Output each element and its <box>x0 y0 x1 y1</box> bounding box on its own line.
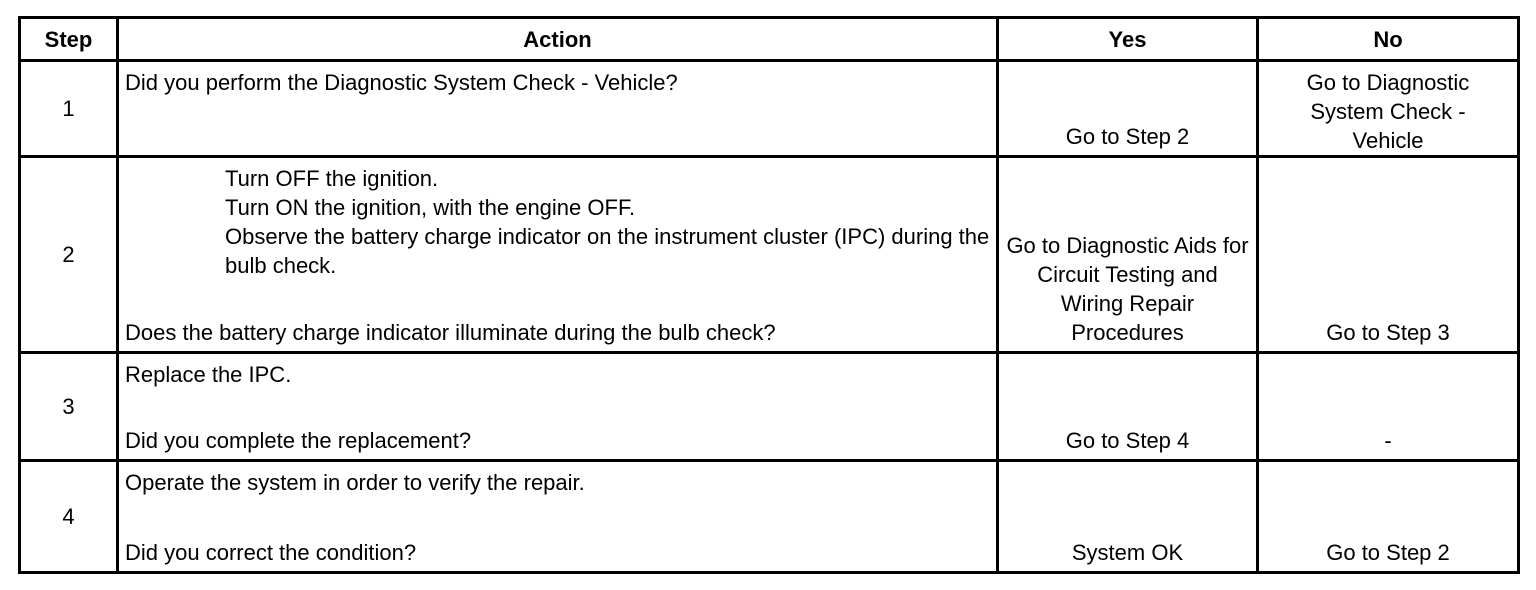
action-question-3: Did you complete the replacement? <box>125 428 472 453</box>
yes-result-4: System OK <box>1071 540 1184 565</box>
diagnostic-table <box>18 16 1520 574</box>
action-question-1: Did you perform the Diagnostic System Check - Vehicle? <box>125 70 678 95</box>
instruction-list-2 <box>125 164 990 280</box>
header-no: No <box>1259 19 1517 62</box>
no-cell-3 <box>1259 354 1517 462</box>
action-question-4: Did you correct the condition? <box>125 540 417 565</box>
instruction-item: Observe the battery charge indicator on the instrument cluster (IPC) during the bulb check. <box>225 224 990 278</box>
action-instruction-4: Operate the system in order to verify the repair. <box>125 470 585 495</box>
action-cell-3 <box>119 354 999 462</box>
yes-cell-2 <box>999 158 1259 354</box>
no-result-1: Go to Diagnostic System Check - Vehicle <box>1306 70 1470 153</box>
step-number-2: 2 <box>21 158 119 354</box>
yes-cell-4 <box>999 462 1259 571</box>
no-result-4: Go to Step 2 <box>1326 540 1450 565</box>
yes-result-3: Go to Step 4 <box>1065 428 1190 453</box>
action-cell-4 <box>119 462 999 571</box>
step-number-4: 4 <box>21 462 119 571</box>
action-cell-2 <box>119 158 999 354</box>
yes-result-1: Go to Step 2 <box>1065 124 1190 149</box>
yes-cell-3 <box>999 354 1259 462</box>
no-cell-2 <box>1259 158 1517 354</box>
action-question-2: Does the battery charge indicator illuminate during the bulb check? <box>125 320 776 345</box>
action-instruction-3: Replace the IPC. <box>125 362 292 387</box>
step-number-3: 3 <box>21 354 119 462</box>
no-result-3: - <box>1384 428 1392 453</box>
instruction-item: Turn ON the ignition, with the engine OFF. <box>225 195 636 220</box>
yes-cell-1 <box>999 62 1259 158</box>
header-action: Action <box>119 19 999 62</box>
no-cell-1 <box>1259 62 1517 158</box>
action-cell-1 <box>119 62 999 158</box>
no-result-2: Go to Step 3 <box>1326 320 1450 345</box>
instruction-item: Turn OFF the ignition. <box>225 166 439 191</box>
header-yes: Yes <box>999 19 1259 62</box>
no-cell-4 <box>1259 462 1517 571</box>
yes-result-2: Go to Diagnostic Aids for Circuit Testing and Wiring Repair Procedures <box>1006 233 1249 345</box>
header-step: Step <box>21 19 119 62</box>
step-number-1: 1 <box>21 62 119 158</box>
